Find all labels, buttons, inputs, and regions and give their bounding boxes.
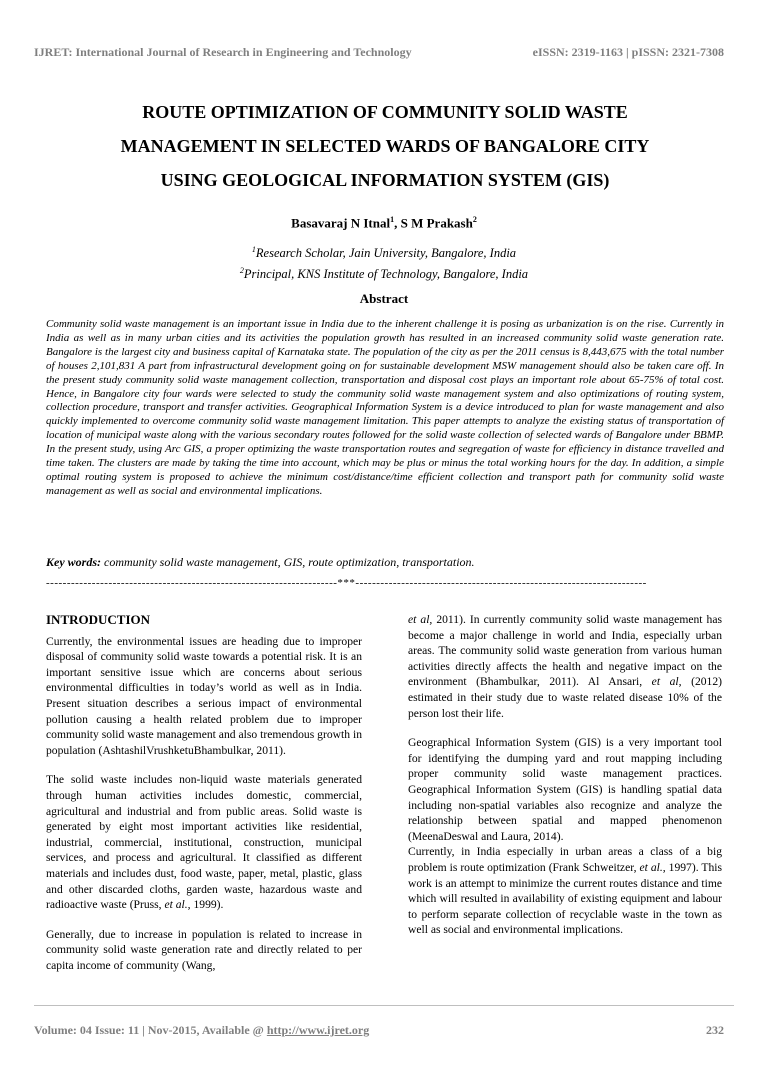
abstract-body: Community solid waste management is an important issue in India due to the inherent challenge it is posing as urbanization is on the rise. Currently in India as well as in many urban cities and its activities the population growth has resulted in an increased community solid waste generation rate. Bangalore is the largest city and business capital of Karnataka state. The population of the city as per the 2011 census is 8,443,675 with the total number of houses 2,101,831 A part from infrastructural development going on for sustainable development MSW management should also be taken care off. In the present study community solid waste management collection, transportation and disposal cost plays an important role about 65-75% of total cost. Hence, in Bangalore city four wards were selected to study the community solid waste management system and also optimizations of routing system, collection procedure, transport and transfer activities. Geographical Information System is a device introduced to plan for waste management and also quickly implemented to overcome community solid waste management limitation. This paper attempts to analyze the existing status of transportation of location of municipal waste along with the various secondary routes followed for the solid waste collection of selected wards of Bangalore under BBMP. In the present study, using Arc GIS, a proper optimizing the waste transportation routes and segregation of waste for efficiency in distance travelled and time taken. The clusters are made by taking the time into account, which may be plus or minus the total working hours for the day. In addition, a simple optimal routing system is proposed to achieve the minimum cost/distance/time efficient collection and transport path for community solid waste management as well as social and environmental implications. — [46, 318, 724, 497]
paragraph-text: The solid waste includes non-liquid waste materials generated through human activities includes domestic, commercial, agricultural and industrial and from public areas. Solid waste is generated by eight most important activities like residential, industrial, commercial, institutional, construction, municipal services, and process and agricultural. It classified as different materials and includes dust, food waste, paper, metal, plastic, glass and other discarded cloths, garden waste, hazardous waste and radioactive waste (Pruss, — [46, 773, 362, 912]
title-line: USING GEOLOGICAL INFORMATION SYSTEM (GIS) — [160, 170, 610, 190]
paragraph-text: Currently, in India especially in urban areas a class of a big problem is route optimization (Frank Schweitzer, — [408, 845, 722, 874]
paragraph: Geographical Information System (GIS) is a very important tool for identifying the dumping yard and rout mapping including proper community solid waste management practices. Geographical Information System (GIS) is handling spatial data including non-spatial variables also recognize and analyze the relationship between spatial and mapped phenomenon (MeenaDeswal and Laura, 2014). — [408, 736, 722, 843]
author-sup: 1 — [390, 215, 395, 224]
keywords-label: Key words: — [46, 555, 101, 569]
abstract-heading: Abstract — [359, 291, 409, 306]
affiliation — [34, 241, 734, 262]
author-separator: , — [394, 215, 401, 231]
author-name: Basavaraj N Itnal — [291, 215, 391, 231]
paragraph: Currently, the environmental issues are heading due to improper disposal of community solid waste towards a potential risk. It is an important sensitive issue which are concerns about serious environmental difficulties in today’s world as well as in India. Present situation describes a serious impact of environmental pollution causing a health related problem due to improper community solid waste management and also tremendous growth in population (AshtashilVrushketuBhambulkar, 2011). — [46, 634, 362, 757]
keywords — [46, 555, 724, 570]
paragraph-text: 2011). In currently community solid waste management has become a major challenge in world and India, especially urban areas. The community solid waste generation from various human activities directly affects the health and negative impact on the environment (Bhambulkar, 2011). Al Ansari, — [408, 613, 722, 689]
paragraph-text: (2012) estimated in their study due to waste related disease 10% of the person lost their life. — [408, 675, 723, 720]
paragraph-text: 1999). — [190, 898, 224, 912]
paragraph — [46, 772, 362, 912]
citation-etal: et al., — [164, 898, 191, 912]
footer-rule — [34, 1005, 734, 1006]
citation-etal: et al., — [639, 860, 666, 874]
author-name: S M Prakash — [400, 215, 473, 231]
paragraph — [408, 844, 722, 938]
issue-info — [34, 1023, 369, 1038]
author-line — [34, 215, 734, 231]
paper-title — [40, 95, 730, 197]
journal-link[interactable]: http://www.ijret.org — [266, 1023, 370, 1037]
section-separator: ----------------------------------------------------------------------***---------------------------------------------------------------------- — [46, 577, 647, 589]
issue-text: Volume: 04 Issue: 11 | Nov-2015, Available @ — [34, 1023, 267, 1037]
page-number: 232 — [706, 1023, 724, 1037]
journal-name: IJRET: International Journal of Research in Engineering and Technology — [34, 45, 412, 59]
affiliation-sup: 1 — [251, 245, 256, 254]
affiliation-text: Research Scholar, Jain University, Bangalore, India — [255, 246, 517, 261]
paragraph: Generally, due to increase in population is related to increase in community solid waste generation rate and directly related to per capita income of community (Wang, — [46, 927, 362, 972]
paragraph — [408, 612, 722, 721]
keywords-text: community solid waste management, GIS, route optimization, transportation. — [101, 555, 475, 569]
citation-etal: et al, — [651, 675, 682, 689]
citation-etal: et al, — [408, 613, 433, 626]
affiliation-sup: 2 — [239, 266, 244, 276]
author-sup: 2 — [472, 215, 477, 224]
title-line: ROUTE OPTIMIZATION OF COMMUNITY SOLID WASTE — [142, 102, 628, 122]
right-column — [408, 612, 722, 938]
section-heading: INTRODUCTION — [46, 612, 151, 627]
affiliations — [34, 241, 734, 283]
running-header — [34, 45, 724, 61]
left-column — [46, 612, 362, 973]
affiliation-text: Principal, KNS Institute of Technology, Bangalore, India — [243, 267, 529, 282]
paragraph-text: 1997). This work is an attempt to minimize the current routes distance and time which will resulted in availability of existing equipment and labour to perform separate collection of recyclable waste in the town as well as social and environmental implications. — [408, 860, 722, 937]
affiliation — [34, 262, 734, 283]
issn: eISSN: 2319-1163 | pISSN: 2321-7308 — [532, 45, 724, 59]
running-footer — [34, 1023, 724, 1039]
title-line: MANAGEMENT IN SELECTED WARDS OF BANGALORE CITY — [120, 136, 650, 156]
